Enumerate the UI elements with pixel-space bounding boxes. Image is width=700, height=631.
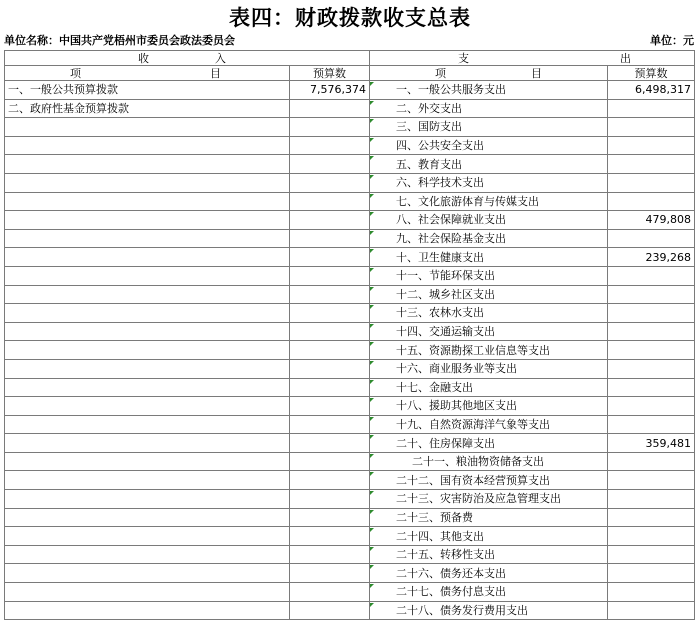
table-row — [5, 99, 695, 118]
cell-marker-icon — [370, 584, 374, 588]
table-row — [5, 527, 695, 546]
expense-amount-cell — [608, 583, 695, 602]
table-row — [5, 322, 695, 341]
income-item-cell — [5, 434, 290, 453]
expense-amount-cell — [608, 564, 695, 583]
expense-amount-cell: 479,808 — [608, 211, 695, 230]
income-item-char-1: 项 — [70, 66, 81, 80]
expense-amount-cell — [608, 527, 695, 546]
expense-amount-cell — [608, 415, 695, 434]
expense-item-cell — [370, 99, 608, 118]
income-amount-cell — [290, 397, 370, 416]
expense-amount-cell — [608, 155, 695, 174]
income-item-cell — [5, 397, 290, 416]
expense-amount-cell — [608, 490, 695, 509]
income-item-cell — [5, 192, 290, 211]
expense-item-cell — [370, 452, 608, 471]
expense-item-label: 八、社会保障就业支出 — [396, 213, 506, 227]
expense-amount-cell — [608, 545, 695, 564]
page-title: 表四：财政拨款收支总表 — [229, 5, 471, 30]
income-item-cell — [5, 173, 290, 192]
income-amount-cell — [290, 229, 370, 248]
expense-item-cell — [370, 118, 608, 137]
expense-item-label: 二十一、粮油物资储备支出 — [412, 455, 544, 469]
income-amount-cell: 7,576,374 — [290, 81, 370, 100]
expense-item-label: 二十八、债务发行费用支出 — [396, 603, 528, 617]
income-amount-cell — [290, 155, 370, 174]
expense-amount-cell — [608, 285, 695, 304]
column-header-row — [5, 66, 695, 81]
income-amount-cell — [290, 266, 370, 285]
income-item-cell — [5, 322, 290, 341]
cell-marker-icon — [370, 82, 374, 86]
expense-item-label: 二十五、转移性支出 — [396, 548, 495, 562]
expense-amount-cell — [608, 136, 695, 155]
expense-item-label: 十五、资源勘探工业信息等支出 — [396, 343, 550, 357]
expense-item-cell — [370, 397, 608, 416]
income-item-cell — [5, 545, 290, 564]
table-row — [5, 192, 695, 211]
income-item-cell — [5, 415, 290, 434]
income-item-cell — [5, 248, 290, 267]
expense-amount-cell: 359,481 — [608, 434, 695, 453]
cell-marker-icon — [370, 417, 374, 421]
cell-marker-icon — [370, 194, 374, 198]
table-row — [5, 378, 695, 397]
expense-amount-header: 预算数 — [608, 66, 695, 81]
expense-amount-cell: 6,498,317 — [608, 81, 695, 100]
cell-marker-icon — [370, 491, 374, 495]
income-amount-cell — [290, 118, 370, 137]
cell-marker-icon — [370, 380, 374, 384]
table-row — [5, 601, 695, 620]
cell-marker-icon — [370, 175, 374, 179]
table-row — [5, 136, 695, 155]
expense-item-label: 二十三、预备费 — [396, 510, 473, 524]
expense-amount-cell — [608, 359, 695, 378]
expense-item-label: 十四、交通运输支出 — [396, 325, 495, 339]
expense-item-cell — [370, 285, 608, 304]
expense-item-label: 二十二、国有资本经营预算支出 — [396, 473, 550, 487]
unit-info-row — [4, 32, 694, 48]
table-row — [5, 173, 695, 192]
expense-item-label: 十二、城乡社区支出 — [396, 287, 495, 301]
income-amount-cell — [290, 285, 370, 304]
income-amount-cell — [290, 583, 370, 602]
expense-item-cell — [370, 378, 608, 397]
income-item-cell: 二、政府性基金预算拨款 — [5, 99, 290, 118]
income-amount-cell — [290, 341, 370, 360]
income-item-cell — [5, 471, 290, 490]
income-group-char-2: 入 — [215, 51, 226, 65]
expense-amount-cell — [608, 452, 695, 471]
income-item-cell — [5, 136, 290, 155]
expense-item-cell — [370, 248, 608, 267]
table-row — [5, 229, 695, 248]
cell-marker-icon — [370, 342, 374, 346]
table-row — [5, 415, 695, 434]
income-item-cell — [5, 378, 290, 397]
cell-marker-icon — [370, 435, 374, 439]
income-item-cell — [5, 601, 290, 620]
expense-item-cell — [370, 229, 608, 248]
table-body — [5, 81, 695, 620]
expense-item-char-2: 目 — [531, 66, 542, 80]
expense-amount-cell — [608, 322, 695, 341]
table-row — [5, 118, 695, 137]
table-row — [5, 397, 695, 416]
expense-item-label: 二、外交支出 — [396, 101, 462, 115]
expense-item-label: 二十七、债务付息支出 — [396, 585, 506, 599]
table-row — [5, 155, 695, 174]
expense-item-header — [370, 66, 608, 81]
table-row — [5, 341, 695, 360]
table-row — [5, 81, 695, 100]
expense-amount-cell — [608, 229, 695, 248]
income-item-cell — [5, 211, 290, 230]
cell-marker-icon — [370, 510, 374, 514]
income-amount-cell — [290, 359, 370, 378]
expense-amount-cell — [608, 397, 695, 416]
expense-item-label: 十一、节能环保支出 — [396, 269, 495, 283]
expense-item-cell — [370, 490, 608, 509]
table-row — [5, 471, 695, 490]
expense-item-label: 三、国防支出 — [396, 120, 462, 134]
income-group-char-1: 收 — [138, 51, 149, 65]
income-amount-cell — [290, 434, 370, 453]
expense-item-label: 六、科学技术支出 — [396, 176, 484, 190]
expense-amount-cell — [608, 341, 695, 360]
income-item-cell — [5, 266, 290, 285]
income-amount-cell — [290, 527, 370, 546]
currency-label: 单位：元 — [650, 34, 694, 47]
expense-item-label: 十八、援助其他地区支出 — [396, 399, 517, 413]
cell-marker-icon — [370, 565, 374, 569]
expense-item-label: 十九、自然资源海洋气象等支出 — [396, 417, 550, 431]
expense-item-cell — [370, 81, 608, 100]
expense-item-cell — [370, 508, 608, 527]
cell-marker-icon — [370, 212, 374, 216]
expense-item-label: 十六、商业服务业等支出 — [396, 362, 517, 376]
income-item-char-2: 目 — [210, 66, 221, 80]
cell-marker-icon — [370, 324, 374, 328]
cell-marker-icon — [370, 472, 374, 476]
income-item-cell — [5, 285, 290, 304]
expense-item-cell — [370, 545, 608, 564]
expense-item-cell — [370, 211, 608, 230]
cell-marker-icon — [370, 361, 374, 365]
income-item-cell — [5, 304, 290, 323]
expense-item-label: 二十四、其他支出 — [396, 529, 484, 543]
expense-item-char-1: 项 — [435, 66, 446, 80]
cell-marker-icon — [370, 287, 374, 291]
income-amount-cell — [290, 378, 370, 397]
expense-group-char-2: 出 — [620, 51, 631, 65]
table-row — [5, 266, 695, 285]
income-item-cell — [5, 583, 290, 602]
cell-marker-icon — [370, 268, 374, 272]
expense-item-label: 十三、农林水支出 — [396, 306, 484, 320]
expense-item-label: 十七、金融支出 — [396, 380, 473, 394]
expense-item-cell — [370, 434, 608, 453]
income-amount-cell — [290, 211, 370, 230]
expense-item-cell — [370, 304, 608, 323]
income-item-cell — [5, 508, 290, 527]
table-row — [5, 304, 695, 323]
budget-table — [4, 50, 695, 620]
cell-marker-icon — [370, 249, 374, 253]
expense-item-label: 一、一般公共服务支出 — [396, 83, 506, 97]
cell-marker-icon — [370, 119, 374, 123]
income-item-cell — [5, 490, 290, 509]
cell-marker-icon — [370, 305, 374, 309]
expense-amount-cell — [608, 192, 695, 211]
cell-marker-icon — [370, 528, 374, 532]
income-amount-cell — [290, 545, 370, 564]
unit-name-label: 单位名称：中国共产党梧州市委员会政法委员会 — [4, 34, 235, 47]
expense-item-cell — [370, 266, 608, 285]
income-item-header — [5, 66, 290, 81]
table-row — [5, 452, 695, 471]
expense-item-cell — [370, 173, 608, 192]
expense-group-char-1: 支 — [458, 51, 469, 65]
income-item-cell — [5, 527, 290, 546]
income-amount-cell — [290, 601, 370, 620]
income-item-cell — [5, 359, 290, 378]
expense-item-label: 二十三、灾害防治及应急管理支出 — [396, 492, 561, 506]
income-group-header — [5, 51, 370, 66]
expense-item-label: 七、文化旅游体育与传媒支出 — [396, 194, 539, 208]
table-row — [5, 285, 695, 304]
table-row — [5, 434, 695, 453]
expense-item-cell — [370, 601, 608, 620]
cell-marker-icon — [370, 156, 374, 160]
income-item-cell — [5, 452, 290, 471]
expense-item-label: 二十、住房保障支出 — [396, 436, 495, 450]
expense-item-label: 四、公共安全支出 — [396, 139, 484, 153]
expense-item-cell — [370, 583, 608, 602]
income-amount-cell — [290, 508, 370, 527]
cell-marker-icon — [370, 231, 374, 235]
cell-marker-icon — [370, 603, 374, 607]
cell-marker-icon — [370, 138, 374, 142]
expense-item-cell — [370, 527, 608, 546]
income-amount-cell — [290, 471, 370, 490]
cell-marker-icon — [370, 398, 374, 402]
table-row — [5, 564, 695, 583]
income-item-cell — [5, 564, 290, 583]
expense-item-cell — [370, 471, 608, 490]
income-amount-cell — [290, 415, 370, 434]
expense-group-header — [370, 51, 695, 66]
income-amount-cell — [290, 322, 370, 341]
expense-amount-cell — [608, 173, 695, 192]
expense-amount-cell: 239,268 — [608, 248, 695, 267]
expense-amount-cell — [608, 378, 695, 397]
expense-amount-cell — [608, 508, 695, 527]
table-row — [5, 359, 695, 378]
income-item-cell — [5, 155, 290, 174]
expense-item-cell — [370, 359, 608, 378]
cell-marker-icon — [370, 101, 374, 105]
expense-item-cell — [370, 136, 608, 155]
expense-item-label: 十、卫生健康支出 — [396, 250, 484, 264]
expense-item-label: 二十六、债务还本支出 — [396, 566, 506, 580]
income-item-cell: 一、一般公共预算拨款 — [5, 81, 290, 100]
income-item-cell — [5, 341, 290, 360]
cell-marker-icon — [370, 454, 374, 458]
table-row — [5, 248, 695, 267]
expense-amount-cell — [608, 118, 695, 137]
income-item-cell — [5, 229, 290, 248]
expense-item-cell — [370, 155, 608, 174]
table-row — [5, 545, 695, 564]
table-row — [5, 211, 695, 230]
income-amount-cell — [290, 452, 370, 471]
expense-item-label: 五、教育支出 — [396, 157, 462, 171]
income-amount-cell — [290, 99, 370, 118]
cell-marker-icon — [370, 547, 374, 551]
expense-amount-cell — [608, 601, 695, 620]
expense-amount-cell — [608, 99, 695, 118]
income-item-cell — [5, 118, 290, 137]
income-amount-cell — [290, 304, 370, 323]
expense-amount-cell — [608, 304, 695, 323]
expense-item-cell — [370, 564, 608, 583]
expense-item-cell — [370, 415, 608, 434]
expense-item-label: 九、社会保险基金支出 — [396, 232, 506, 246]
income-amount-cell — [290, 490, 370, 509]
income-amount-cell — [290, 173, 370, 192]
group-header-row — [5, 51, 695, 66]
expense-item-cell — [370, 341, 608, 360]
table-row — [5, 508, 695, 527]
table-row — [5, 583, 695, 602]
income-amount-cell — [290, 248, 370, 267]
expense-amount-cell — [608, 471, 695, 490]
income-amount-cell — [290, 564, 370, 583]
income-amount-header: 预算数 — [290, 66, 370, 81]
expense-item-cell — [370, 192, 608, 211]
expense-item-cell — [370, 322, 608, 341]
income-amount-cell — [290, 192, 370, 211]
expense-amount-cell — [608, 266, 695, 285]
income-amount-cell — [290, 136, 370, 155]
table-row — [5, 490, 695, 509]
